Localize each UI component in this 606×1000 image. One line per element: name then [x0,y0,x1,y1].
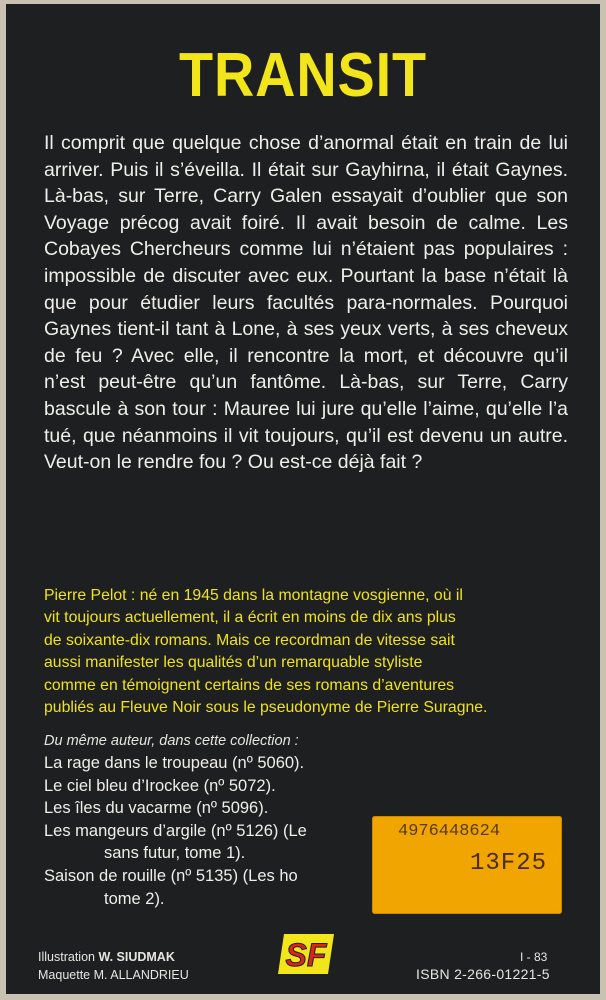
sf-logo-icon [276,930,336,978]
illustration-label: Illustration [38,950,95,964]
same-author-heading: Du même auteur, dans cette collection : [44,733,299,749]
bio-line: vit toujours actuellement, il a écrit en moins de dix ans plus [44,609,456,627]
bio-line: de soixante-dix romans. Mais ce recordman de vitesse sait [44,631,455,649]
illustrator-name: W. SIUDMAK [98,950,175,964]
author-bio [44,585,574,719]
list-item: Saison de rouille (nº 5135) (Les ho [44,866,298,885]
sticker-code: 4976448624 [398,822,501,841]
back-cover [6,4,600,994]
bio-line: comme en témoignent certains de ses romans d’aventures [44,676,455,694]
same-author-list [44,752,307,910]
logo-text: SF [285,937,327,973]
list-item: tome 2). [104,889,165,908]
price-sticker [372,816,562,914]
bio-line: aussi manifester les qualités d’un remarquable styliste [44,654,423,672]
list-item: Le ciel bleu d’Irockee (nº 5072). [44,776,276,795]
synopsis: Il comprit que quelque chose d’anormal était en train de lui arriver. Puis il s’éveilla. Il était sur Gayhirna, il était Gaynes. Là-bas, sur Terre, Carry Galen essayait d’oublier que son Voyage précog avait foiré. Il avait besoin de calme. Les Cobayes Chercheurs comme lui n’étaient pas populaires : impossible de discuter avec eux. Pourtant la base n’était là que pour étudier leurs facultés para-normales. Pourquoi Gaynes tient-il tant à Lone, à ses yeux verts, à ses cheveux de feu ? Avec elle, il rencontre la mort, et découvre qu’il n’est peut-être qu’un fantôme. Là-bas, sur Terre, Carry bascule à son tour : Mauree lui jure qu’elle l’aime, qu’elle l’a tué, que néanmoins il vit toujours, qu’il est devenu un autre. Veut-on le rendre fou ? Ou est-ce déjà fait ? [44,132,568,474]
list-item: sans futur, tome 1). [104,844,246,863]
layout-credit: Maquette M. ALLANDRIEU [38,968,189,982]
book-title: TRANSIT [178,41,428,110]
list-item: La rage dans le troupeau (nº 5060). [44,754,305,772]
bio-line: Pierre Pelot : né en 1945 dans la montagne vosgienne, où il [44,587,463,604]
print-date: I - 83 [520,950,548,964]
list-item: Les îles du vacarme (nº 5096). [44,799,269,818]
sticker-price: 13F25 [470,850,548,877]
bio-line: publiés au Fleuve Noir sous le pseudonyme de Pierre Suragne. [44,699,488,717]
isbn: ISBN 2-266-01221-5 [416,966,550,982]
list-item: Les mangeurs d’argile (nº 5126) (Le [44,821,307,840]
illustration-credit [38,950,175,964]
